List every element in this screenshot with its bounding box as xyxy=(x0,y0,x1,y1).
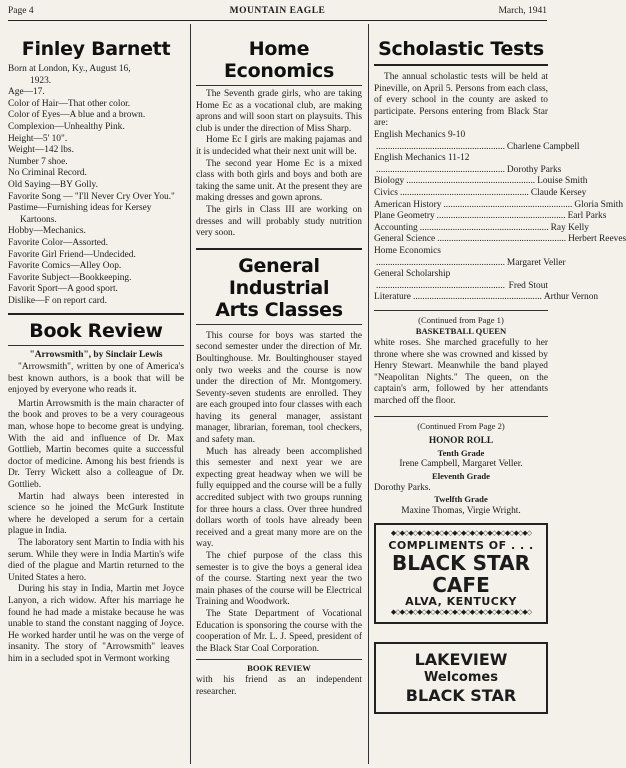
test-student: Herbert Reeves xyxy=(568,234,626,245)
leader-dots: ....................................................... xyxy=(437,234,567,245)
tests-intro: The annual scholastic tests will be held at Pineville, on April 5. Persons from each class, of every school in the county are asked to participate. Persons entering from Black Star are: xyxy=(374,72,548,129)
profile-line: Hobby—Mechanics. xyxy=(8,226,86,237)
tests-list xyxy=(374,129,626,304)
advertisement-lakeview xyxy=(374,642,548,714)
test-entry xyxy=(374,199,624,212)
masthead: MOUNTAIN EAGLE xyxy=(229,6,326,16)
review-continued-head: BOOK REVIEW xyxy=(247,663,311,674)
leader-dots: ....................................................... xyxy=(412,292,542,303)
test-student: Gloria Smith xyxy=(574,199,624,210)
test-entry xyxy=(374,187,587,200)
test-subject: Literature xyxy=(374,292,411,303)
grade-head: Tenth Grade xyxy=(437,447,485,458)
honor-roll-head: HONOR ROLL xyxy=(428,436,494,447)
profile-line: Old Saying—BY Golly. xyxy=(8,179,98,190)
page-header xyxy=(0,0,555,22)
article-paragraph: Much has already been accomplished this semester and next year we are expecting great headway when we will be fully equipped and the course will be a fully accredited subject with two groups running for three hours a class. Over three hundred dollars worth of tools have already been received and a great many more are on the way. xyxy=(196,446,362,550)
article-paragraph: The girls in Class III are working on dresses and will probably study nutrition very soon. xyxy=(196,204,362,239)
test-subject: Accounting xyxy=(374,222,418,233)
test-entry xyxy=(374,281,548,293)
test-student: Arthur Vernon xyxy=(543,292,599,303)
test-subject: General Science xyxy=(374,234,436,245)
leader-dots xyxy=(452,269,546,281)
border-ornament: ◆◇◆◇◆◇◆◇◆◇◆◇◆◇◆◇◆◇◆◇◆◇◆◇◆◇◆◇◆◇◆◇ xyxy=(390,608,532,617)
ad-headline: BLACK STAR xyxy=(392,550,530,575)
test-entry xyxy=(374,153,548,165)
test-student: Fred Stout xyxy=(508,280,548,291)
continued-note: (Continued from Page 1) xyxy=(418,314,504,325)
profile-line: Favorit Sport—A good sport. xyxy=(8,284,118,295)
test-entry xyxy=(374,130,548,142)
profile-line: Height—5' 10". xyxy=(8,133,68,144)
title-line: Arts Classes xyxy=(215,298,343,321)
advertisement-black-star-cafe xyxy=(374,523,548,623)
section-rule xyxy=(196,659,362,660)
article-title-book-review: Book Review xyxy=(29,320,163,343)
profile-line: Dislike—F on report card. xyxy=(8,295,107,306)
section-rule xyxy=(196,248,362,250)
profile-line: Favorite Song — "I'll Never Cry Over You." xyxy=(8,191,175,202)
article-paragraph: The chief purpose of the class this semester is to give the boys a general idea of the course. Starting next year the two main phases of the course will be Electrical Training and Woodwork. xyxy=(196,551,362,608)
grade-names: Dorothy Parks. xyxy=(374,482,431,493)
article-title-industrial-arts xyxy=(196,255,362,321)
test-entry xyxy=(374,234,626,246)
test-subject: English Mechanics 9-10 xyxy=(374,129,466,140)
test-entry xyxy=(374,246,548,258)
leader-dots xyxy=(467,130,546,142)
section-rule xyxy=(196,324,362,325)
leader-dots: ....................................................... xyxy=(443,199,573,210)
test-entry xyxy=(374,141,580,154)
leader-dots: ....................................................... xyxy=(419,222,549,233)
profile-list xyxy=(8,64,184,307)
test-entry xyxy=(374,222,589,235)
test-subject: Civics xyxy=(374,187,398,198)
test-subject: American History xyxy=(374,199,442,210)
review-paragraph: Martin Arrowsmith is the main character of the book and proves to be a very courageous man, whose hope to become great is undying. With the aid and influence of Dr. Max Gottlieb, Martin becomes quite a successful doctor of medicine. Among his best friends is Dr. Terry Wickett also a colleague of Dr. Gottlieb. xyxy=(8,398,184,490)
article-paragraph: The State Department of Vocational Education is sponsoring the course with the cooperation of Mr. L. J. Speed, president of the Black Star Coal Corporation. xyxy=(196,608,362,654)
test-student: Louise Smith xyxy=(537,176,588,187)
article-paragraph: The Seventh grade girls, who are taking Home Ec as a vocational club, are making aprons and will soon start on playsuits. This club is under the direction of Miss Sharp. xyxy=(196,89,362,134)
article-paragraph: The second year Home Ec is a mixed class with both girls and boys and both are taking the same unit. At the present they are making dresses and gown aprons. xyxy=(196,158,362,204)
leader-dots xyxy=(443,246,546,258)
test-entry xyxy=(374,176,588,188)
review-paragraph: "Arrowsmith", written by one of America's best known authors, is a book that will be enjoyed by everyone who reads it. xyxy=(8,362,184,396)
leader-dots: ....................................................... xyxy=(376,164,505,175)
profile-line: Number 7 shoe. xyxy=(8,156,68,167)
test-student: Charlene Campbell xyxy=(506,141,580,152)
column-middle xyxy=(196,24,362,766)
section-rule xyxy=(196,85,362,86)
queen-text: white roses. She marched gracefully to her throne where she was crowned and kissed by Henry Stewart. Meanwhile the band played "Neapolitan Nights." The queen, on the captain's arm, followed by her attendants marched off the floor. xyxy=(374,338,548,407)
test-student: Margaret Veller xyxy=(506,257,566,268)
leader-dots: ....................................................... xyxy=(406,176,536,187)
article-title-finley-barnett: Finley Barnett xyxy=(21,38,171,60)
leader-dots xyxy=(471,153,546,165)
section-rule xyxy=(374,310,548,311)
test-subject: Biology xyxy=(374,176,405,187)
border-ornament: ◆◇◆◇◆◇◆◇◆◇◆◇◆◇◆◇◆◇◆◇◆◇◆◇◆◇◆◇◆◇◆◇ xyxy=(390,529,532,538)
ad-line: ALVA, KENTUCKY xyxy=(405,594,517,608)
grade-head: Twelfth Grade xyxy=(434,494,488,505)
review-paragraph: The laboratory sent Martin to India with his serum. While they were in India Martin's wife died of the plague and Martin returned to the United States a hero. xyxy=(8,537,184,583)
test-entry xyxy=(374,292,599,304)
grade-head: Eleventh Grade xyxy=(431,471,490,481)
profile-line: 1923. xyxy=(30,75,52,86)
review-paragraph: During his stay in India, Martin met Joyce Lanyon, a rich widow. After his marriage he found he had made a mistake because he was unable to stand the constant nagging of Joyce. He worked harder until he was on the verge of insanity. The story of "Arrowsmith" leaves him in a secluded spot in Vermont working xyxy=(8,584,184,664)
column-right xyxy=(374,24,626,766)
issue-date: March, 1941 xyxy=(498,6,547,16)
test-student: Ray Kelly xyxy=(550,222,589,233)
test-subject: Home Economics xyxy=(374,245,441,256)
header-rule xyxy=(8,20,547,21)
continued-note: (Continued From Page 2) xyxy=(417,420,505,431)
page-number: Page 4 xyxy=(8,6,34,16)
profile-line: Favorite Comics—Alley Oop. xyxy=(8,261,122,272)
test-entry xyxy=(374,211,607,223)
test-subject: Plane Geometry xyxy=(374,211,435,222)
section-rule xyxy=(8,313,184,315)
ad-headline: LAKEVIEW xyxy=(414,649,508,669)
column-divider xyxy=(190,24,191,764)
article-paragraph: This course for boys was started the second semester under the direction of Mr. Boultinghouse. Mr. Boultinghouser stayed only two weeks and the course is now under the direction of Mr. Montgomery. Seventy-seven students are enrolled. They are each grouped into four classes with each having its general manager, assistant manager, librarian, foreman, tool checkers, and safety man. xyxy=(196,330,362,446)
test-entry xyxy=(374,257,566,270)
section-rule xyxy=(374,64,548,66)
grade-names: Irene Campbell, Margaret Veller. xyxy=(399,459,523,470)
profile-line: Age—17. xyxy=(8,87,45,98)
test-subject: General Scholarship xyxy=(374,269,451,280)
ad-headline: BLACK STAR xyxy=(405,685,517,705)
test-student: Earl Parks xyxy=(567,211,607,222)
leader-dots: ....................................................... xyxy=(376,257,505,268)
grade-names: Maxine Thomas, Virgie Wright. xyxy=(401,505,521,516)
profile-line: Born at London, Ky., August 16, xyxy=(8,64,131,74)
section-rule xyxy=(374,416,548,417)
profile-line: Color of Eyes—A blue and a brown. xyxy=(8,110,146,121)
title-line: General Industrial xyxy=(228,254,330,299)
ad-line: Welcomes xyxy=(424,669,498,685)
column-left xyxy=(8,24,184,766)
test-entry xyxy=(374,164,562,177)
section-rule xyxy=(8,345,184,346)
profile-line: Favorite Girl Friend—Undecided. xyxy=(8,249,136,260)
article-paragraph: Home Ec I girls are making pajamas and it is undecided what their next unit will be. xyxy=(196,135,362,157)
profile-line: Favorite Color—Assorted. xyxy=(8,237,108,248)
review-continued-text: with his friend as an independent researcher. xyxy=(196,674,362,697)
review-paragraph: Martin had always been interested in science so he joined the McGurk Institute where he developed a serum for a certain plague in India. xyxy=(8,491,184,537)
test-student: Claude Kersey xyxy=(530,187,587,198)
leader-dots: ....................................................... xyxy=(436,211,566,222)
profile-line: Pastime—Furnishing ideas for Kersey Kartoons. xyxy=(8,203,152,225)
profile-line: Favorite Subject—Bookkeeping. xyxy=(8,272,132,283)
profile-line: Complexion—Unhealthy Pink. xyxy=(8,121,125,132)
leader-dots: ....................................................... xyxy=(376,280,505,291)
queen-head: BASKETBALL QUEEN xyxy=(415,326,507,337)
test-student: Dorothy Parks xyxy=(506,164,562,175)
test-entry xyxy=(374,269,548,281)
column-divider xyxy=(368,24,369,764)
leader-dots: ....................................................... xyxy=(376,141,505,152)
article-title-home-economics: Home Economics xyxy=(223,38,335,82)
review-byline: "Arrowsmith", by Sinclair Lewis xyxy=(29,350,163,361)
ad-headline: CAFE xyxy=(432,572,490,597)
leader-dots: ....................................................... xyxy=(399,187,529,198)
profile-line: No Criminal Record. xyxy=(8,168,87,179)
profile-line: Color of Hair—That other color. xyxy=(8,98,131,109)
profile-line: Weight—142 lbs. xyxy=(8,145,74,156)
ad-line: COMPLIMENTS OF . . . xyxy=(388,538,534,552)
article-title-scholastic-tests: Scholastic Tests xyxy=(378,38,544,60)
test-subject: English Mechanics 11-12 xyxy=(374,153,470,164)
